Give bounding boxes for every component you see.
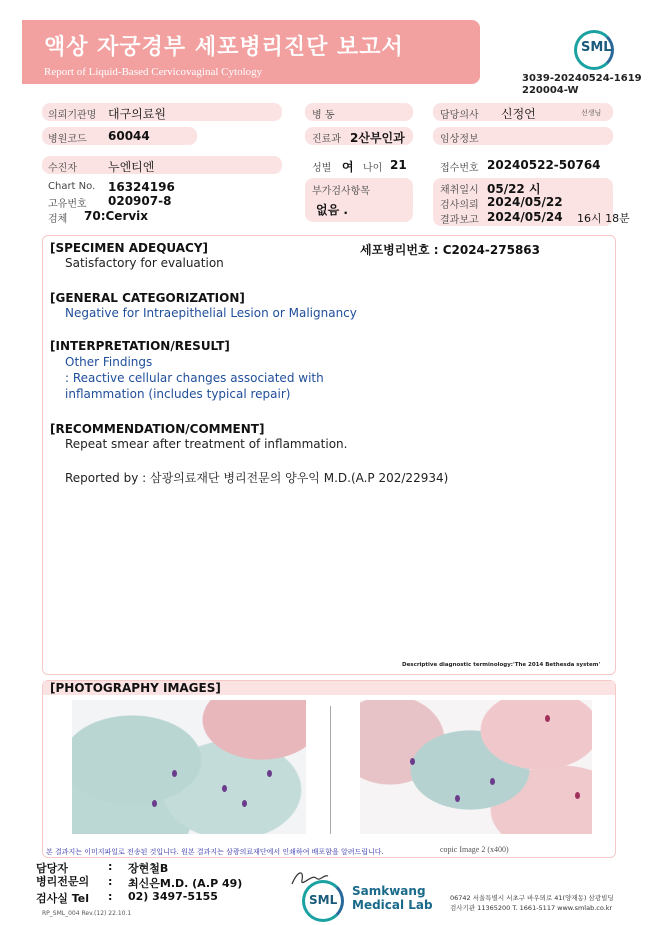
patient-row xyxy=(42,156,282,174)
institution-label: 의뢰기관명 xyxy=(48,110,97,121)
nucleus-icon xyxy=(490,778,495,785)
photo-divider xyxy=(330,706,331,834)
category-heading: [GENERAL CATEGORIZATION] xyxy=(50,291,245,305)
id-value: 020907-8 xyxy=(108,194,172,208)
brand-line2: Medical Lab xyxy=(352,898,433,912)
adequacy-text: Satisfactory for evaluation xyxy=(65,256,224,270)
doctor-suffix: 선생님 xyxy=(581,109,602,117)
doc-number-line1: 3039-20240524-1619 xyxy=(522,73,642,84)
nucleus-icon xyxy=(152,800,157,807)
microscopic-image-2 xyxy=(360,700,592,834)
brand-name xyxy=(352,884,433,912)
dept-value: 2산부인과 xyxy=(350,131,405,145)
manager-value: 장현철B xyxy=(128,862,169,875)
receipt-value: 20240522-50764 xyxy=(487,158,601,172)
category-text: Negative for Intraepithelial Lesion or Malignancy xyxy=(65,306,357,320)
document-number xyxy=(522,73,642,97)
doc-number-line2: 220004-W xyxy=(522,85,579,96)
sml-logo-text: SML xyxy=(581,40,612,55)
manager-label: 담당자 xyxy=(36,862,68,875)
request-value: 2024/05/22 xyxy=(487,195,563,209)
ward-label: 병 동 xyxy=(312,110,335,121)
nucleus-icon xyxy=(172,770,177,777)
photo-caption-2: copic Image 2 (x400) xyxy=(440,845,509,854)
report-value: 2024/05/24 xyxy=(487,210,563,224)
id-label: 고유번호 xyxy=(48,199,87,210)
report-label: 결과보고 xyxy=(440,215,479,226)
patient-label: 수진자 xyxy=(48,163,77,174)
nucleus-icon xyxy=(267,770,272,777)
patient-value: 누엔티엔 xyxy=(108,160,155,174)
form-code: RP_SML_004 Rev.(12) 22.10.1 xyxy=(42,910,132,917)
terminology-note: Descriptive diagnostic terminology:'The 2014 Bethesda system' xyxy=(402,662,601,668)
request-label: 검사의뢰 xyxy=(440,200,479,211)
microscopic-image-1 xyxy=(72,700,306,834)
specimen-value: 70:Cervix xyxy=(84,209,149,223)
report-subtitle: Report of Liquid-Based Cervicovaginal Cytology xyxy=(44,66,263,78)
interpretation-heading: [INTERPRETATION/RESULT] xyxy=(50,339,230,353)
interpretation-line1: Other Findings xyxy=(65,355,153,369)
nucleus-icon xyxy=(242,800,247,807)
dept-label: 진료과 xyxy=(312,134,341,145)
footer-notice: 본 결과지는 이미지파일로 전송된 것입니다. 원본 결과지는 삼광의료재단에서 인쇄하여 배포함을 알려드립니다. xyxy=(46,848,384,856)
extra-test-label: 부가검사항목 xyxy=(312,186,370,197)
nucleus-icon xyxy=(575,792,580,799)
address-line2: 검사기관 11365200 T. 1661-5117 www.smlab.co.kr xyxy=(450,904,613,912)
clinical-label: 임상정보 xyxy=(440,134,479,145)
receipt-label: 접수번호 xyxy=(440,163,479,174)
doctor-label: 담당의사 xyxy=(440,110,479,121)
manager-colon: : xyxy=(108,860,113,873)
reported-by: Reported by : 삼광의료재단 병리전문의 양우익 M.D.(A.P 202/22934) xyxy=(65,471,449,485)
photo-heading: [PHOTOGRAPHY IMAGES] xyxy=(50,681,221,695)
extra-test-value: 없음 . xyxy=(316,203,348,217)
cytology-number: 세포병리번호 : C2024-275863 xyxy=(360,243,540,257)
hospital-code-label: 병원코드 xyxy=(48,134,87,145)
interpretation-line3: inflammation (includes typical repair) xyxy=(65,387,291,401)
chart-value: 16324196 xyxy=(108,180,175,194)
pathologist-label: 병리전문의 xyxy=(36,875,90,888)
specimen-label: 검체 xyxy=(48,214,68,225)
nucleus-icon xyxy=(410,758,415,765)
pathologist-value: 최신은M.D. (A.P 49) xyxy=(128,877,243,890)
tel-value: 02) 3497-5155 xyxy=(128,890,218,903)
report-time: 16시 18분 xyxy=(577,212,630,225)
recommendation-text: Repeat smear after treatment of inflammation. xyxy=(65,437,348,451)
hospital-code-value: 60044 xyxy=(108,129,150,143)
address-line1: 06742 서울특별시 서초구 바우뫼로 41(양재동) 삼광빌딩 xyxy=(450,894,614,902)
age-value: 21 xyxy=(390,158,407,172)
chart-label: Chart No. xyxy=(48,181,96,192)
interpretation-line2: : Reactive cellular changes associated with xyxy=(65,371,324,385)
institution-value: 대구의료원 xyxy=(108,107,166,121)
report-title: 액상 자궁경부 세포병리진단 보고서 xyxy=(44,35,404,60)
brand-line1: Samkwang xyxy=(352,884,426,898)
sex-value: 여 xyxy=(342,160,354,174)
sex-label: 성별 xyxy=(312,163,332,174)
tel-label: 검사실 Tel xyxy=(36,892,89,905)
nucleus-icon xyxy=(222,785,227,792)
nucleus-icon xyxy=(455,795,460,802)
address-block xyxy=(450,893,614,913)
adequacy-heading: [SPECIMEN ADEQUACY] xyxy=(50,241,209,255)
collect-value: 05/22 시 xyxy=(487,182,541,196)
collect-label: 채취일시 xyxy=(440,185,479,196)
age-label: 나이 xyxy=(363,163,383,174)
recommendation-heading: [RECOMMENDATION/COMMENT] xyxy=(50,422,265,436)
footer-sml-text: SML xyxy=(309,893,338,907)
pathologist-colon: : xyxy=(108,875,113,888)
nucleus-icon xyxy=(545,715,550,722)
tel-colon: : xyxy=(108,890,113,903)
doctor-value: 신정언 xyxy=(501,107,536,121)
